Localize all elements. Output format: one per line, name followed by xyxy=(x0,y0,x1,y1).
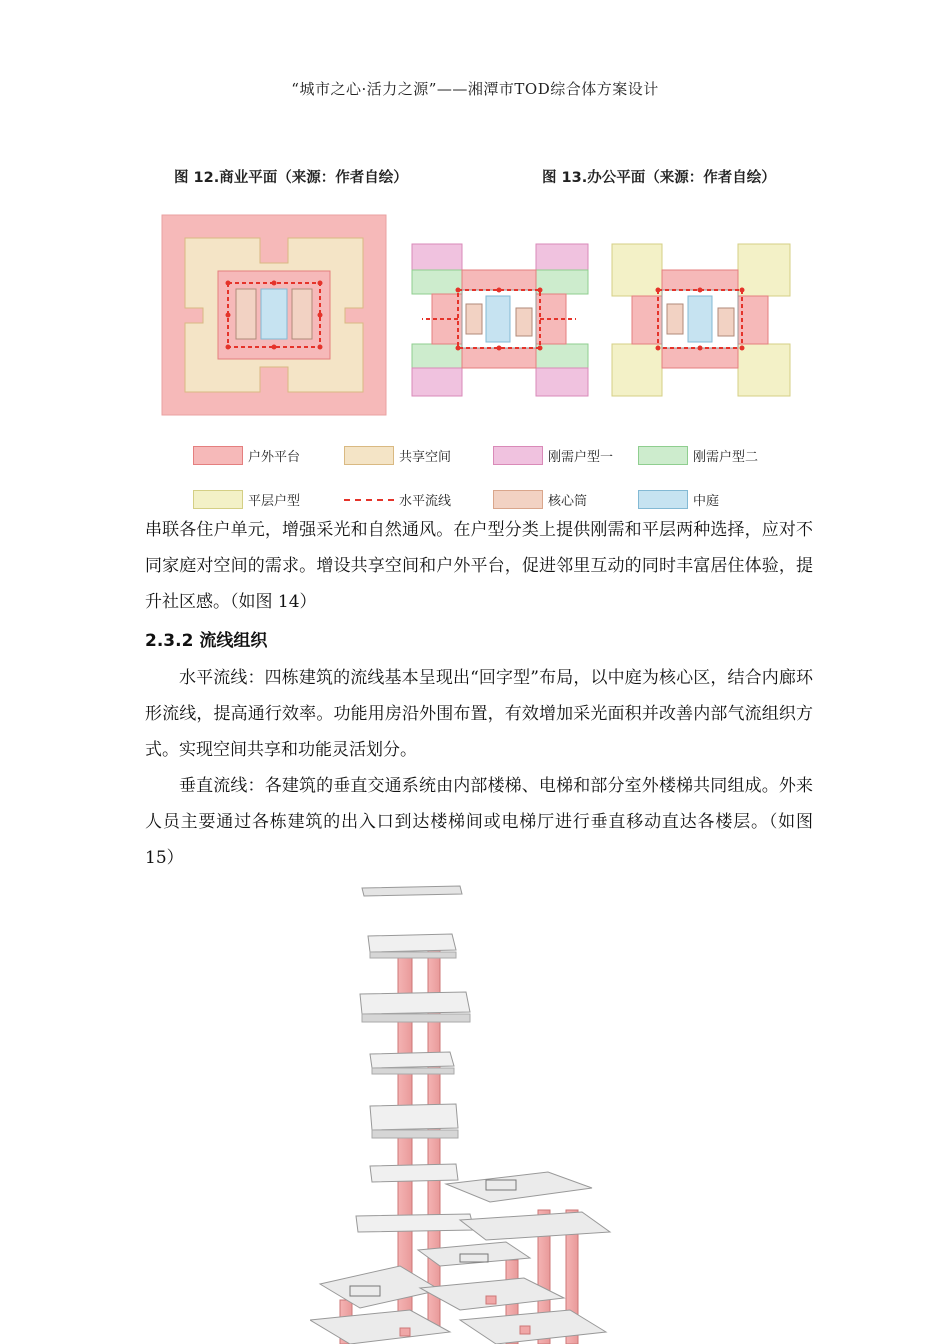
legend-label: 核心筒 xyxy=(548,494,588,509)
legend-label: 共享空间 xyxy=(399,450,452,465)
legend-swatch xyxy=(493,446,543,465)
commercial-floor-plan xyxy=(160,213,388,417)
legend-label: 刚需户型二 xyxy=(693,450,759,465)
legend-swatch xyxy=(638,490,688,509)
legend-item-horizontal-flow xyxy=(344,490,451,509)
legend-label: 刚需户型一 xyxy=(548,450,614,465)
legend-swatch xyxy=(638,446,688,465)
body-paragraph-2: 水平流线：四栋建筑的流线基本呈现出“回字型”布局，以中庭为核心区，结合内廊环形流线，提高通行效率。功能用房沿外围布置，有效增加采光面积并改善内部气流组织方式。实现空间共享和功能灵活划分。 xyxy=(145,668,813,760)
legend-item-unit-type-1 xyxy=(493,446,613,465)
office-floor-plan-a xyxy=(410,242,590,398)
legend-swatch xyxy=(193,446,243,465)
exploded-axonometric-diagram xyxy=(310,880,630,1344)
legend-item-unit-type-2 xyxy=(638,446,758,465)
legend-item-outdoor-platform xyxy=(193,446,300,465)
legend-swatch xyxy=(193,490,243,509)
legend-dash-line xyxy=(344,490,394,509)
legend-label: 户外平台 xyxy=(248,450,301,465)
legend-label: 平层户型 xyxy=(248,494,301,509)
legend-label: 水平流线 xyxy=(399,494,452,509)
section-title: 2.3.2 流线组织 xyxy=(145,631,268,651)
figure-13-caption: 图 13.办公平面（来源：作者自绘） xyxy=(542,170,776,186)
legend-label: 中庭 xyxy=(693,494,720,509)
legend-item-core-tube xyxy=(493,490,587,509)
legend-item-flat-unit xyxy=(193,490,300,509)
page-header: “城市之心·活力之源”——湘潭市TOD综合体方案设计 xyxy=(291,80,659,98)
office-floor-plan-b xyxy=(610,242,792,398)
legend-item-shared-space xyxy=(344,446,451,465)
body-paragraph-3: 垂直流线：各建筑的垂直交通系统由内部楼梯、电梯和部分室外楼梯共同组成。外来人员主要通过各栋建筑的出入口到达楼梯间或电梯厅进行垂直移动直达各楼层。（如图 15） xyxy=(145,776,813,868)
body-paragraph-1: 串联各住户单元，增强采光和自然通风。在户型分类上提供刚需和平层两种选择，应对不同家庭对空间的需求。增设共享空间和户外平台，促进邻里互动的同时丰富居住体验，提升社区感。（如图 14） xyxy=(145,520,813,612)
legend-item-atrium xyxy=(638,490,719,509)
legend-swatch xyxy=(344,446,394,465)
figure-12-caption: 图 12.商业平面（来源：作者自绘） xyxy=(174,170,408,186)
legend-swatch xyxy=(493,490,543,509)
